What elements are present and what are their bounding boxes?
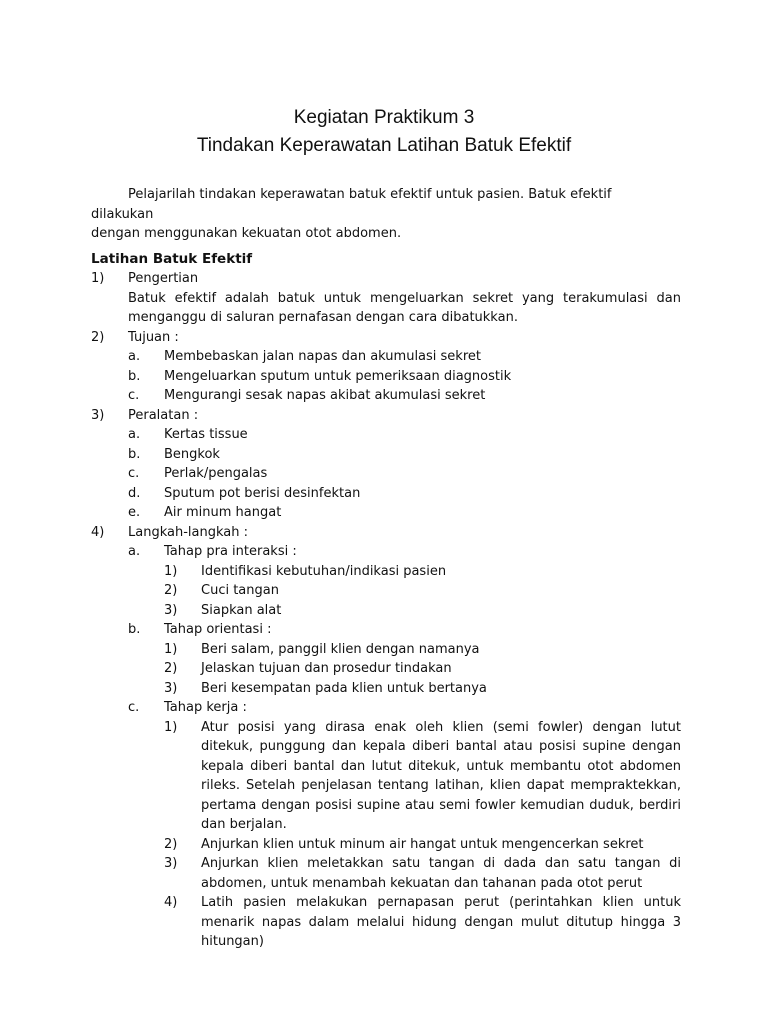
- sub-marker: b.: [128, 446, 141, 462]
- sub-item: [91, 445, 681, 465]
- step-text: Latih pasien melakukan pernapasan perut (perintahkan klien untuk menarik napas dalam melalui hidung dengan mulut ditutup hingga 3 hitungan): [201, 895, 681, 949]
- stage-label: Tahap pra interaksi :: [164, 544, 297, 559]
- sub-text: Sputum pot berisi desinfektan: [164, 485, 361, 501]
- item-label: Tujuan :: [128, 329, 179, 345]
- step-item: [91, 562, 681, 582]
- step-marker: 1): [164, 563, 178, 579]
- sub-marker: b.: [128, 622, 141, 637]
- step-marker: 1): [164, 719, 178, 735]
- step-item: [91, 835, 681, 855]
- step-item: [91, 718, 681, 835]
- step-item: [91, 659, 681, 679]
- sub-text: Perlak/pengalas: [164, 466, 268, 481]
- intro-line: Pelajarilah tindakan keperawatan batuk efektif untuk pasien. Batuk efektif dilakukan: [91, 187, 612, 222]
- step-marker: 4): [164, 895, 178, 910]
- item-marker: 2): [91, 329, 105, 345]
- sub-item: [91, 484, 681, 504]
- stage-heading: [91, 542, 681, 562]
- sub-text: Kertas tissue: [164, 427, 248, 442]
- sub-marker: a.: [128, 349, 141, 364]
- intro-line: dengan menggunakan kekuatan otot abdomen.: [91, 226, 402, 241]
- sub-item: [91, 425, 681, 445]
- item-label: Langkah-langkah :: [128, 524, 248, 540]
- sub-item: [91, 464, 681, 484]
- item-label: Pengertian: [128, 271, 199, 286]
- item-marker: 4): [91, 524, 105, 540]
- step-text: Siapkan alat: [201, 602, 282, 618]
- step-marker: 3): [164, 680, 178, 696]
- step-text: Beri salam, panggil klien dengan namanya: [201, 641, 480, 657]
- step-marker: 2): [164, 661, 178, 676]
- step-text: Jelaskan tujuan dan prosedur tindakan: [201, 661, 452, 676]
- stage-label: Tahap kerja :: [164, 700, 247, 715]
- step-marker: 1): [164, 641, 178, 657]
- item-marker: 3): [91, 407, 105, 423]
- step-item: [91, 601, 681, 621]
- step-text: Cuci tangan: [201, 583, 279, 598]
- intro-paragraph: [91, 185, 661, 244]
- section-heading: Latihan Batuk Efektif: [91, 251, 253, 267]
- list-item: [91, 328, 681, 348]
- sub-text: Membebaskan jalan napas dan akumulasi sekret: [164, 349, 481, 364]
- sub-item: [91, 367, 681, 387]
- sub-text: Bengkok: [164, 446, 220, 462]
- item-label: Peralatan :: [128, 407, 199, 423]
- sub-item: [91, 503, 681, 523]
- step-marker: 3): [164, 856, 178, 871]
- sub-item: [91, 347, 681, 367]
- list-item: [91, 269, 681, 289]
- stage-heading: [91, 698, 681, 718]
- step-text: Identifikasi kebutuhan/indikasi pasien: [201, 563, 447, 579]
- sub-text: Air minum hangat: [164, 505, 282, 520]
- step-text: Anjurkan klien untuk minum air hangat untuk mengencerkan sekret: [201, 836, 644, 852]
- step-item: [91, 854, 681, 893]
- list-item: [91, 406, 681, 426]
- step-item: [91, 679, 681, 699]
- list-item: [91, 523, 681, 543]
- sub-text: Mengeluarkan sputum untuk pemeriksaan diagnostik: [164, 368, 512, 384]
- procedure-list: [91, 269, 681, 952]
- step-text: Beri kesempatan pada klien untuk bertanya: [201, 680, 487, 696]
- stage-heading: [91, 620, 681, 640]
- sub-marker: b.: [128, 368, 141, 384]
- document-subtitle: Tindakan Keperawatan Latihan Batuk Efektif: [196, 135, 572, 156]
- document-title: Kegiatan Praktikum 3: [293, 107, 475, 128]
- item-marker: 1): [91, 271, 105, 286]
- definition-text: Batuk efektif adalah batuk untuk mengeluarkan sekret yang terakumulasi dan menganggu di saluran pernafasan dengan cara dibatukkan.: [128, 290, 681, 325]
- step-item: [91, 893, 681, 952]
- step-marker: 2): [164, 583, 178, 598]
- stage-label: Tahap orientasi :: [164, 622, 272, 637]
- sub-marker: a.: [128, 544, 141, 559]
- step-item: [91, 640, 681, 660]
- sub-marker: d.: [128, 485, 141, 501]
- sub-marker: c.: [128, 700, 140, 715]
- step-marker: 3): [164, 602, 178, 618]
- step-item: [91, 581, 681, 601]
- sub-item: [91, 386, 681, 406]
- step-text: Anjurkan klien meletakkan satu tangan di dada dan satu tangan di abdomen, untuk menambah kekuatan dan tahanan pada otot perut: [201, 856, 681, 891]
- step-marker: 2): [164, 836, 178, 852]
- step-text: Atur posisi yang dirasa enak oleh klien (semi fowler) dengan lutut ditekuk, punggung dan kepala diberi bantal atau posisi supine dengan kepala diberi bantal dan lutut ditekuk, untuk membantu otot abdomen rileks. Setelah penjelasan tentang latihan, klien dapat mempraktekkan, pertama dengan posisi supine atau semi fowler kemudian duduk, berdiri dan berjalan.: [201, 719, 681, 832]
- sub-marker: c.: [128, 466, 140, 481]
- sub-marker: c.: [128, 388, 140, 403]
- sub-marker: a.: [128, 427, 141, 442]
- sub-marker: e.: [128, 505, 141, 520]
- sub-text: Mengurangi sesak napas akibat akumulasi sekret: [164, 388, 486, 403]
